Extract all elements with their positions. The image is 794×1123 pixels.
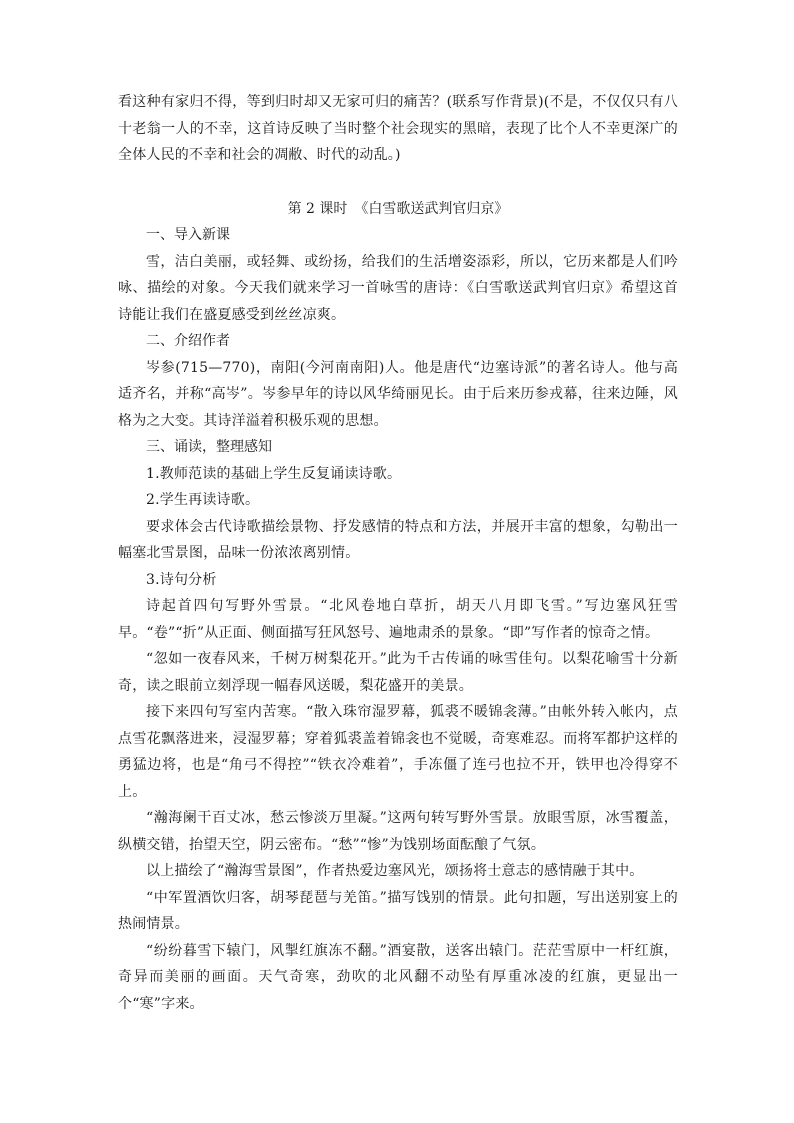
analysis-paragraph: 以上描绘了“瀚海雪景图”，作者热爱边塞风光，颂扬将士意志的感情融于其中。 [146, 863, 644, 879]
analysis-paragraph: “瀚海阑干百丈冰，愁云惨淡万里凝。”这两句转写野外雪景。放眼雪原，冰雪覆盖，纵横交错，抬望天空，阴云密布。“愁”“惨”为饯别场面酝酿了气氛。 [118, 810, 678, 853]
reading-item-3: 3.诗句分析 [146, 571, 217, 588]
section-heading-author: 二、介绍作者 [146, 333, 230, 349]
analysis-paragraph: 诗起首四句写野外雪景。“北风卷地白草折，胡天八月即飞雪。”写边塞风狂雪早。“卷”“折”从正面、侧面描写狂风怒号、遍地肃杀的景象。“即”写作者的惊奇之情。 [118, 598, 678, 641]
reading-item-1: 1.教师范读的基础上学生反复诵读诗歌。 [146, 465, 402, 482]
lesson-title: 第 2 课时 《白雪歌送武判官归京》 [287, 200, 509, 217]
reading-requirement: 要求体会古代诗歌描绘景物、抒发感情的特点和方法，并展开丰富的想象，勾勒出一幅塞北雪景图，品味一份浓浓离别情。 [118, 518, 678, 561]
analysis-paragraph: “纷纷暮雪下辕门，风掣红旗冻不翻。”酒宴散，送客出辕门。茫茫雪原中一杆红旗，奇异而美丽的画面。天气奇寒，劲吹的北风翻不动坠有厚重冰凌的红旗，更显出一个“寒”字来。 [118, 942, 678, 1012]
spacer [118, 169, 678, 196]
section-heading-intro: 一、导入新课 [146, 227, 230, 243]
section-paragraph-author: 岑参(715—770)，南阳(今河南南阳)人。他是唐代“边塞诗派”的著名诗人。他与高适齐名，并称“高岑”。岑参早年的诗以风华绮丽见长。由于后来历参戎幕，往来边陲，风格为之大变。其诗洋溢着积极乐观的思想。 [118, 359, 678, 429]
analysis-paragraph: “忽如一夜春风来，千树万树梨花开。”此为千古传诵的咏雪佳句。以梨花喻雪十分新奇，读之眼前立刻浮现一幅春风送暖，梨花盛开的美景。 [118, 651, 678, 694]
section-paragraph-intro: 雪，洁白美丽，或轻舞、或纷扬，给我们的生活增姿添彩，所以，它历来都是人们吟咏、描绘的对象。今天我们就来学习一首咏雪的唐诗：《白雪歌送武判官归京》希望这首诗能让我们在盛夏感受到丝丝凉爽。 [118, 253, 678, 323]
document-body [118, 89, 678, 1017]
reading-item-2: 2.学生再读诗歌。 [146, 492, 260, 508]
section-heading-reading: 三、诵读，整理感知 [146, 439, 272, 455]
intro-paragraph: 看这种有家归不得，等到归时却又无家可归的痛苦？(联系写作背景)(不是，不仅仅只有八十老翁一人的不幸，这首诗反映了当时整个社会现实的黑暗，表现了比个人不幸更深广的全体人民的不幸和社会的凋敝、时代的动乱。) [118, 94, 678, 163]
analysis-paragraph: “中军置酒饮归客，胡琴琵琶与羌笛。”描写饯别的情景。此句扣题，写出送别宴上的热闹情景。 [118, 889, 678, 932]
analysis-paragraph: 接下来四句写室内苦寒。“散入珠帘湿罗幕，狐裘不暖锦衾薄。”由帐外转入帐内，点点雪花飘落进来，浸湿罗幕；穿着狐裘盖着锦衾也不觉暖，奇寒难忍。而将军都护这样的勇猛边将，也是“角弓不得控”“铁衣冷难着”，手冻僵了连弓也拉不开，铁甲也冷得穿不上。 [118, 704, 678, 800]
